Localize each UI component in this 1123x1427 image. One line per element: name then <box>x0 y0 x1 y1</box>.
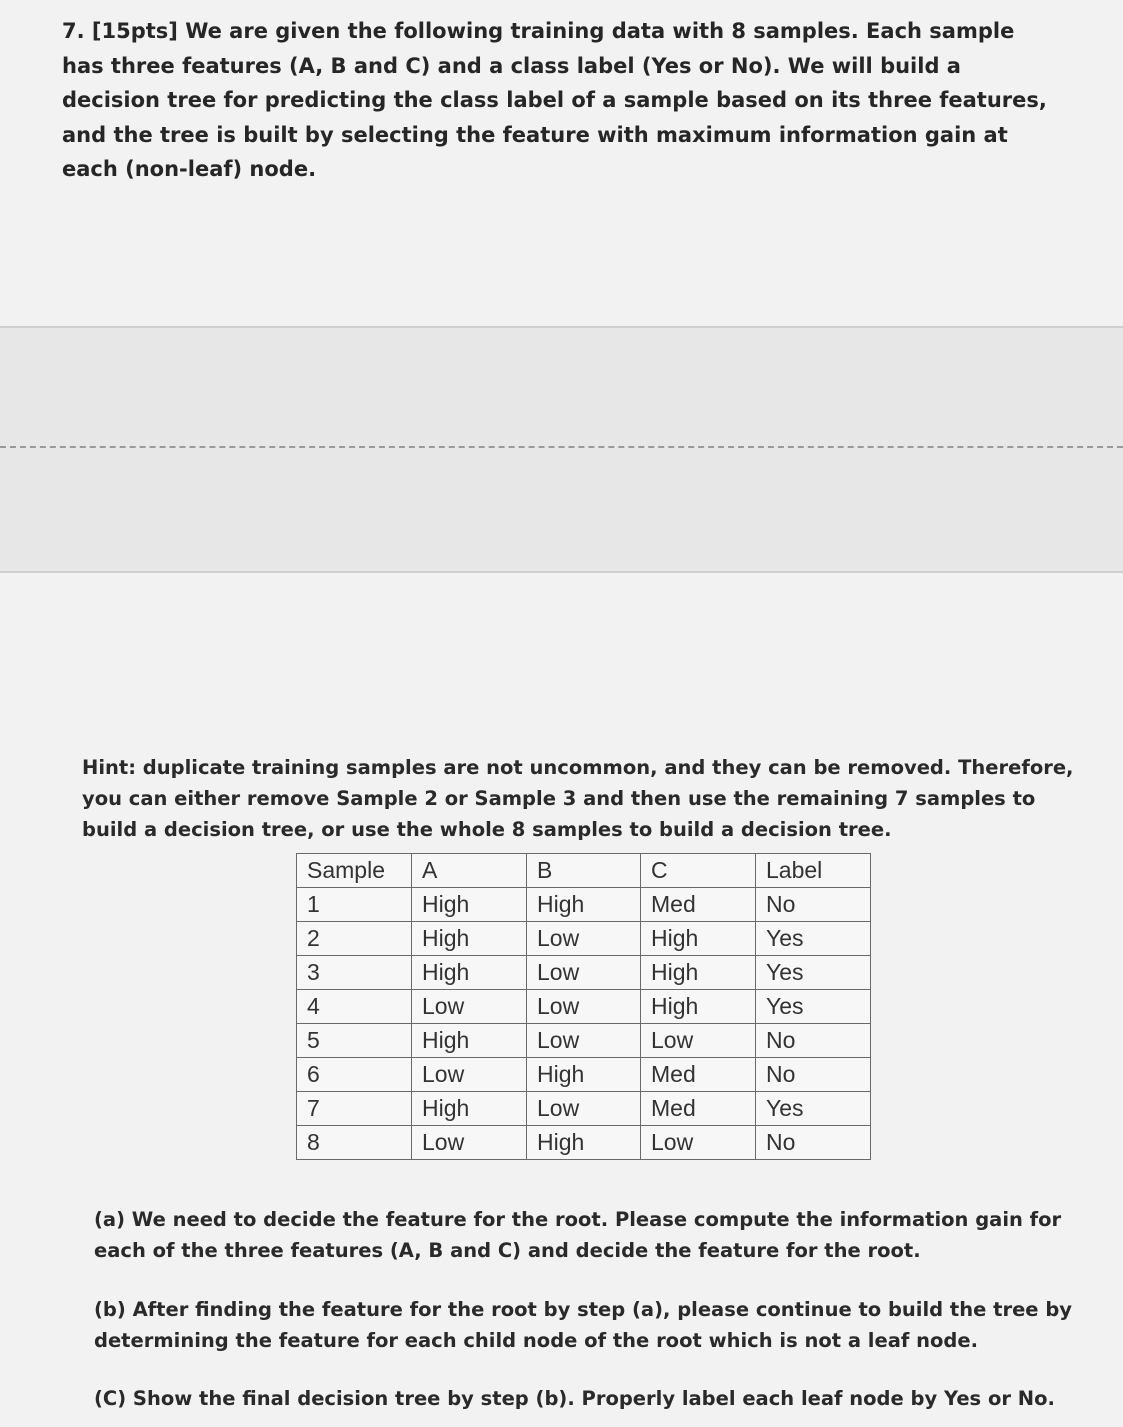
table-row <box>297 1024 871 1058</box>
cell-c: Med <box>641 888 756 922</box>
cell-a: High <box>412 1024 527 1058</box>
cell-b: High <box>527 1058 641 1092</box>
cell-sample: 1 <box>297 888 412 922</box>
question-text: 7. [15pts] We are given the following training data with 8 samples. Each sample has three features (A, B and C) and a class label (Yes or No). We will build a decision tree for predicting the class label of a sample based on its three features, and the tree is built by selecting the feature with maximum information gain at each (non-leaf) node. <box>62 19 1047 181</box>
table-row <box>297 990 871 1024</box>
header-a: A <box>412 854 527 888</box>
cell-a: High <box>412 888 527 922</box>
cell-c: Low <box>641 1024 756 1058</box>
cell-b: Low <box>527 1024 641 1058</box>
cell-a: Low <box>412 1058 527 1092</box>
cell-sample: 2 <box>297 922 412 956</box>
cell-a: High <box>412 956 527 990</box>
header-label: Label <box>756 854 871 888</box>
cell-sample: 7 <box>297 1092 412 1126</box>
table-row <box>297 1092 871 1126</box>
cell-c: Med <box>641 1092 756 1126</box>
cell-sample: 4 <box>297 990 412 1024</box>
hint-text: Hint: duplicate training samples are not uncommon, and they can be removed. Therefore, you can either remove Sample 2 or Sample 3 and then use the remaining 7 samples to build a decision tree, or use the whole 8 samples to build a decision tree. <box>82 756 1074 841</box>
header-sample: Sample <box>297 854 412 888</box>
cell-sample: 6 <box>297 1058 412 1092</box>
cell-label: No <box>756 1024 871 1058</box>
cell-label: No <box>756 1058 871 1092</box>
cell-b: Low <box>527 990 641 1024</box>
cell-a: Low <box>412 1126 527 1160</box>
cell-c: High <box>641 922 756 956</box>
cell-b: Low <box>527 922 641 956</box>
table-row <box>297 888 871 922</box>
table-header-row <box>297 854 871 888</box>
cell-a: High <box>412 1092 527 1126</box>
header-c: C <box>641 854 756 888</box>
table-row <box>297 1058 871 1092</box>
cell-a: High <box>412 922 527 956</box>
table-row <box>297 922 871 956</box>
cell-label: No <box>756 888 871 922</box>
part-c-text: (C) Show the final decision tree by step (b). Properly label each leaf node by Yes or No. <box>94 1387 1055 1410</box>
table-row <box>297 1126 871 1160</box>
cell-label: No <box>756 1126 871 1160</box>
cell-b: Low <box>527 956 641 990</box>
answer-area-band <box>0 326 1123 573</box>
cell-c: Low <box>641 1126 756 1160</box>
cell-b: High <box>527 888 641 922</box>
cell-label: Yes <box>756 956 871 990</box>
cell-c: Med <box>641 1058 756 1092</box>
cell-sample: 5 <box>297 1024 412 1058</box>
dashed-divider <box>0 446 1123 448</box>
header-b: B <box>527 854 641 888</box>
table-row <box>297 956 871 990</box>
training-data-table <box>296 853 871 1160</box>
cell-b: Low <box>527 1092 641 1126</box>
cell-sample: 8 <box>297 1126 412 1160</box>
cell-label: Yes <box>756 990 871 1024</box>
cell-label: Yes <box>756 1092 871 1126</box>
cell-label: Yes <box>756 922 871 956</box>
cell-sample: 3 <box>297 956 412 990</box>
part-b-text: (b) After finding the feature for the root by step (a), please continue to build the tree by determining the feature for each child node of the root which is not a leaf node. <box>94 1298 1072 1352</box>
cell-b: High <box>527 1126 641 1160</box>
cell-c: High <box>641 956 756 990</box>
part-a-text: (a) We need to decide the feature for the root. Please compute the information gain for each of the three features (A, B and C) and decide the feature for the root. <box>94 1208 1062 1262</box>
cell-a: Low <box>412 990 527 1024</box>
cell-c: High <box>641 990 756 1024</box>
